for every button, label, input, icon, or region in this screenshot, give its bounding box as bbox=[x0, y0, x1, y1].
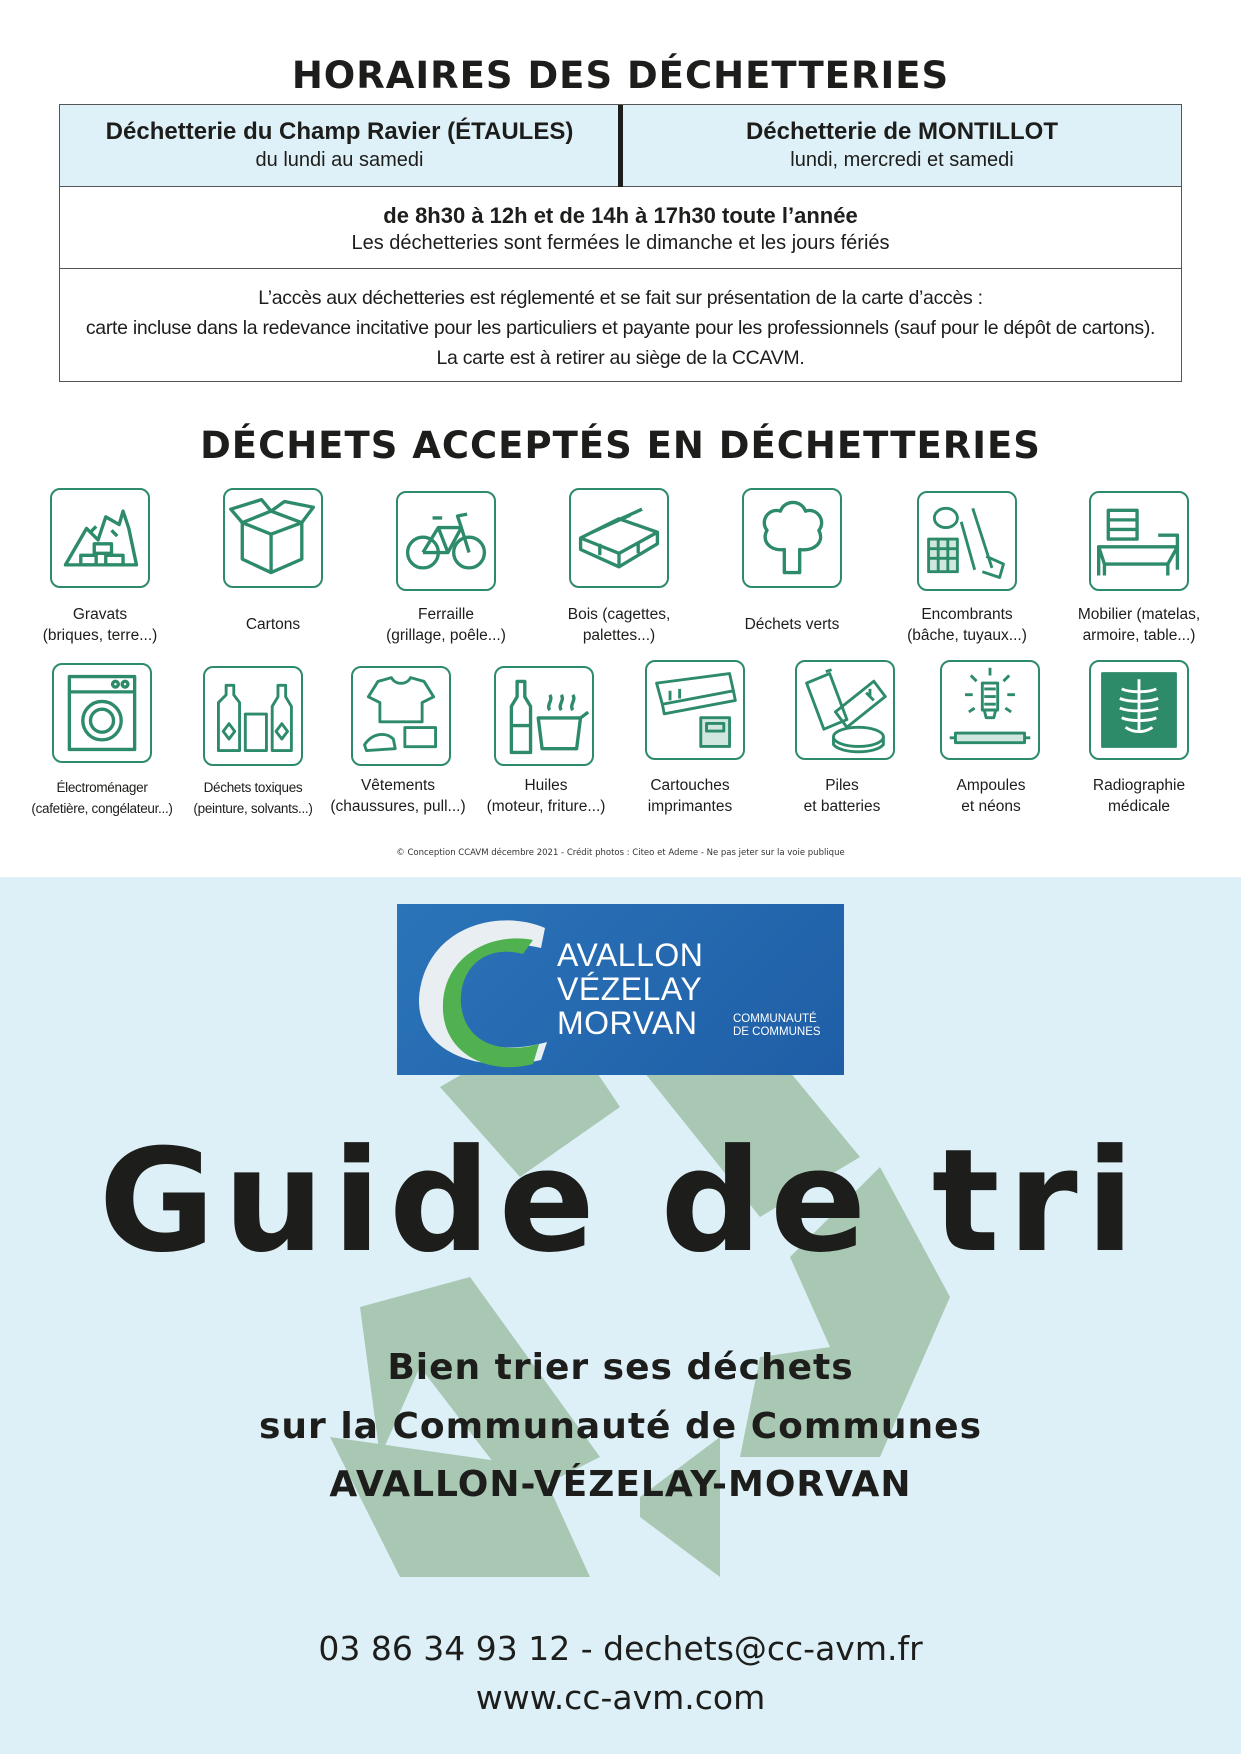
horaires-table bbox=[59, 104, 1182, 382]
battery-icon bbox=[795, 660, 895, 760]
dechets-title: DÉCHETS ACCEPTÉS EN DÉCHETTERIES bbox=[200, 424, 1041, 467]
tree-icon bbox=[742, 488, 842, 588]
icon-label-cartouches: Cartouches imprimantes bbox=[647, 777, 733, 815]
access-row bbox=[60, 269, 1181, 381]
icon-label-ampoules: Ampoules et néons bbox=[956, 777, 1026, 815]
icon-label-cartons: Cartons bbox=[245, 616, 301, 633]
access-line: L’accès aux déchetteries est réglementé et se fait sur présentation de la carte d’accès : bbox=[258, 287, 983, 309]
pallet-icon bbox=[569, 488, 669, 588]
guide-subtitle-line-3: AVALLON-VÉZELAY-MORVAN bbox=[329, 1464, 912, 1505]
closing-days: Les déchetteries sont fermées le dimanche et les jours fériés bbox=[351, 232, 890, 254]
dechetterie-etaules bbox=[60, 105, 619, 187]
washing-machine-icon bbox=[52, 663, 152, 763]
clothes-icon bbox=[351, 666, 451, 766]
icon-label-ferraille: Ferraille (grillage, poêle...) bbox=[386, 606, 506, 644]
guide-subtitle-line-2: sur la Communauté de Communes bbox=[258, 1406, 983, 1447]
printer-cartridge-icon bbox=[645, 660, 745, 760]
icon-label-encombrants: Encombrants (bâche, tuyaux...) bbox=[907, 606, 1027, 644]
logo-line-morvan: MORVAN bbox=[557, 1005, 698, 1041]
icon-label-dechets-verts: Déchets verts bbox=[744, 616, 840, 633]
guide-cover bbox=[0, 877, 1241, 1754]
icon-label-gravats: Gravats (briques, terre...) bbox=[42, 606, 158, 644]
icon-label-vetements: Vêtements (chaussures, pull...) bbox=[330, 777, 466, 815]
dechetterie-etaules-days: du lundi au samedi bbox=[255, 149, 424, 171]
icon-label-mobilier: Mobilier (matelas, armoire, table...) bbox=[1077, 606, 1201, 644]
oil-icon bbox=[494, 666, 594, 766]
dechetterie-etaules-name: Déchetterie du Champ Ravier (ÉTAULES) bbox=[105, 118, 574, 145]
guide-title: Guide de tri bbox=[98, 1119, 1143, 1284]
icon-label-radiographie: Radiographie médicale bbox=[1092, 777, 1186, 815]
opening-hours: de 8h30 à 12h et de 14h à 17h30 toute l’année bbox=[383, 203, 858, 228]
access-line: La carte est à retirer au siège de la CCAVM. bbox=[436, 347, 805, 369]
logo-line-vezelay: VÉZELAY bbox=[557, 971, 703, 1007]
icon-label-bois: Bois (cagettes, palettes...) bbox=[567, 606, 671, 644]
contact-website: www.cc-avm.com bbox=[475, 1678, 766, 1717]
toxic-bottles-icon bbox=[203, 666, 303, 766]
dechetterie-montillot-days: lundi, mercredi et samedi bbox=[790, 149, 1014, 171]
horaires-title: HORAIRES DES DÉCHETTERIES bbox=[291, 54, 950, 97]
icon-label-electromenager: Électroménager (cafetière, congélateur...) bbox=[31, 780, 173, 816]
logo-small-communaute: COMMUNAUTÉ bbox=[733, 1013, 817, 1025]
table-header-row bbox=[60, 105, 1181, 187]
rubble-icon bbox=[50, 488, 150, 588]
ccavm-logo bbox=[397, 904, 844, 1075]
icon-label-huiles: Huiles (moteur, friture...) bbox=[486, 777, 606, 815]
credit-line: © Conception CCAVM décembre 2021 - Crédit photos : Citeo et Ademe - Ne pas jeter sur la voie publique bbox=[396, 848, 845, 858]
x-ray-icon bbox=[1089, 660, 1189, 760]
access-line: carte incluse dans la redevance incitative pour les particuliers et payante pour les professionnels (sauf pour le dépôt de cartons). bbox=[85, 317, 1156, 339]
logo-small-communes: DE COMMUNES bbox=[733, 1026, 821, 1038]
ccavm-c-logo-icon bbox=[403, 904, 553, 1075]
icon-label-piles: Piles et batteries bbox=[803, 777, 881, 815]
bed-icon bbox=[1089, 491, 1189, 591]
bulky-waste-icon bbox=[917, 491, 1017, 591]
bicycle-icon bbox=[396, 491, 496, 591]
light-bulb-icon bbox=[940, 660, 1040, 760]
guide-subtitle-line-1: Bien trier ses déchets bbox=[387, 1347, 854, 1388]
contact-phone-email: 03 86 34 93 12 - dechets@cc-avm.fr bbox=[318, 1629, 923, 1668]
hours-row bbox=[60, 187, 1181, 269]
dechetterie-montillot-name: Déchetterie de MONTILLOT bbox=[745, 118, 1059, 145]
logo-line-avallon: AVALLON bbox=[557, 937, 704, 973]
icon-label-dechets-toxiques: Déchets toxiques (peinture, solvants...) bbox=[193, 780, 313, 816]
dechetterie-montillot bbox=[623, 105, 1181, 187]
cardboard-box-icon bbox=[223, 488, 323, 588]
